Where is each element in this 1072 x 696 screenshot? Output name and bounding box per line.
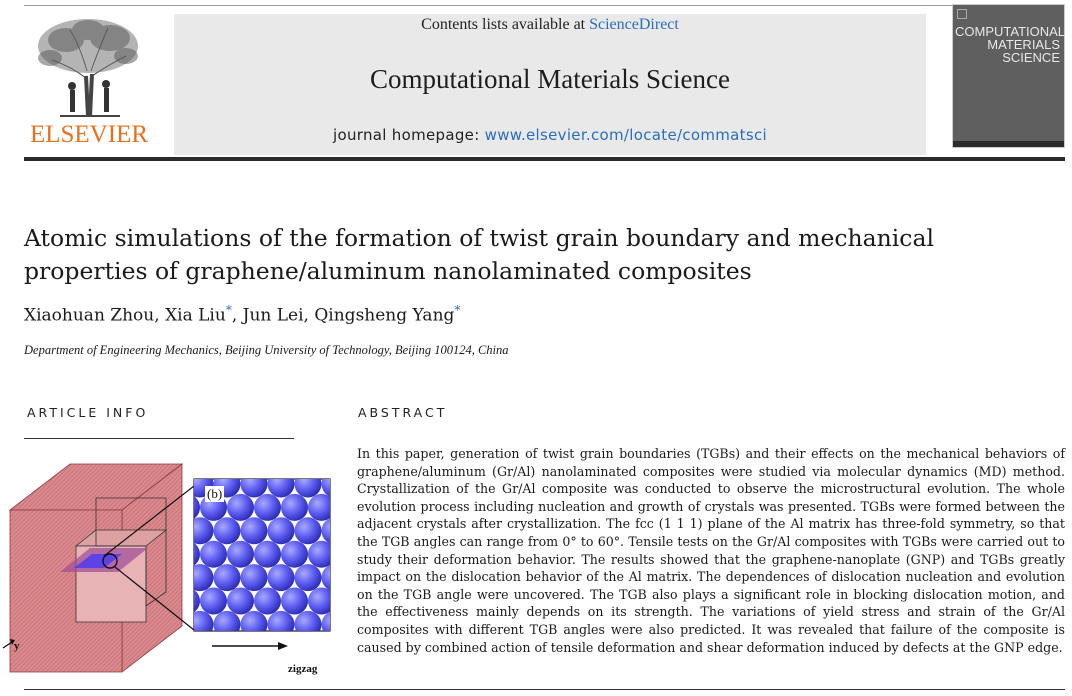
cover-line: COMPUTATIONAL [955,24,1066,39]
atom [227,634,254,661]
atom [241,471,268,498]
header-divider [24,157,1065,161]
homepage-link[interactable]: www.elsevier.com/locate/commatsci [484,126,767,144]
atom [295,564,322,591]
elsevier-logo[interactable] [24,14,154,150]
atom [308,634,335,661]
author-list [24,303,924,326]
atom [335,494,340,521]
atom [281,494,308,521]
atom [214,658,241,685]
journal-banner [174,14,926,155]
author-separator: , [303,305,315,326]
atom [187,611,214,638]
atom [254,494,281,521]
atom [214,564,241,591]
bottom-divider [24,689,1065,690]
atom [254,447,281,474]
atom [268,611,295,638]
atom [281,541,308,568]
elsevier-wordmark: ELSEVIER [29,121,149,148]
zigzag-label: zigzag [288,663,318,675]
author-separator: , [231,305,243,326]
atom [268,564,295,591]
cover-bar [953,141,1064,147]
author-name[interactable]: Qingsheng Yang [314,305,455,326]
atom [173,634,200,661]
atomic-structure-panel [160,447,341,685]
atom [254,634,281,661]
article-info-heading: ARTICLE INFO [27,405,149,420]
atom [187,564,214,591]
atom [335,447,340,474]
atom [227,494,254,521]
atom [268,471,295,498]
homepage-prefix: journal homepage: [333,126,485,144]
atom [308,494,335,521]
atom [308,541,335,568]
journal-title[interactable]: Computational Materials Science [370,64,730,94]
author-name[interactable]: Jun Lei [242,305,304,326]
atom [241,611,268,638]
atom [335,588,340,615]
atom [214,517,241,544]
atom [200,541,227,568]
top-rule [24,5,1065,6]
atom [160,658,187,685]
author-name[interactable]: Xia Liu [165,305,226,326]
atom [308,447,335,474]
atom [295,517,322,544]
panel-label: (b) [207,486,223,501]
corresponding-author-mark[interactable]: * [454,303,461,317]
atom [281,447,308,474]
atom [268,517,295,544]
atom [295,611,322,638]
atom [241,658,268,685]
atom [200,447,227,474]
atom [254,588,281,615]
atom [214,611,241,638]
atom [227,447,254,474]
journal-homepage-line [174,126,926,144]
atom [281,588,308,615]
axis-y-label: y [14,640,20,652]
cover-line: SCIENCE [1002,50,1060,65]
atom [322,658,341,685]
atom [200,588,227,615]
atom [295,471,322,498]
atom [187,517,214,544]
atom [227,541,254,568]
abstract-heading: ABSTRACT [358,405,448,420]
author-separator: , [154,305,166,326]
atom [227,588,254,615]
atom [335,634,340,661]
contents-line [174,16,926,34]
atom [254,541,281,568]
cover-logo-icon [957,9,967,19]
corresponding-author-mark[interactable]: * [225,303,232,317]
atom [200,634,227,661]
elsevier-tree-icon [30,16,146,120]
atom [241,517,268,544]
atom [281,634,308,661]
affiliation: Department of Engineering Mechanics, Beijing University of Technology, Beijing 100124, China [24,343,509,357]
sciencedirect-link[interactable]: ScienceDirect [589,16,679,33]
article-info-divider [24,438,294,439]
atom [308,588,335,615]
zigzag-arrow-icon [212,642,288,650]
article-title: Atomic simulations of the formation of twist grain boundary and mechanical properties of graphene/aluminum nanolaminated composites [24,224,934,285]
cover-line: MATERIALS [987,37,1060,52]
cube-block [10,464,194,672]
author-name[interactable]: Xiaohuan Zhou [24,305,155,326]
atom [335,541,340,568]
abstract-text: In this paper, generation of twist grain boundaries (TGBs) and their effects on the mechanical behaviors of graphene/aluminum (Gr/Al) nanolaminated composites were studied via molecular dynamics (MD) method. Crystallization of the Gr/Al composite was conducted to observe the microstructural evolution. The whole evolution process including nucleation and growth of crystals was presented. TGBs were formed between the adjacent crystals after crystallization. The fcc (1 1 1) plane of the Al matrix has three-fold symmetry, so that the TGB angles can range from 0° to 60°. Tensile tests on the Gr/Al composites with TGBs were carried out to study their deformation behavior. The results showed that the graphene-nanoplate (GNP) and TGBs greatly impact on the dislocation behavior of the Al matrix. The dependences of dislocation nucleation and evolution on the TGB angle were uncovered. The TGB also plays a significant role in blocking dislocation motion, and the effectiveness mainly depends on its strength. The variations of yield stress and strain of the Gr/Al composites with different TGB angles were also predicted. It was revealed that failure of the composite is caused by combined action of tensile deformation and shear deformation induced by defects at the GNP edge. [357,446,1065,655]
cover-title [955,24,1066,65]
contents-prefix: Contents lists available at [421,16,590,33]
atom [241,564,268,591]
atom [187,658,214,685]
graphical-abstract-figure[interactable] [0,446,340,686]
journal-cover[interactable] [952,4,1065,148]
